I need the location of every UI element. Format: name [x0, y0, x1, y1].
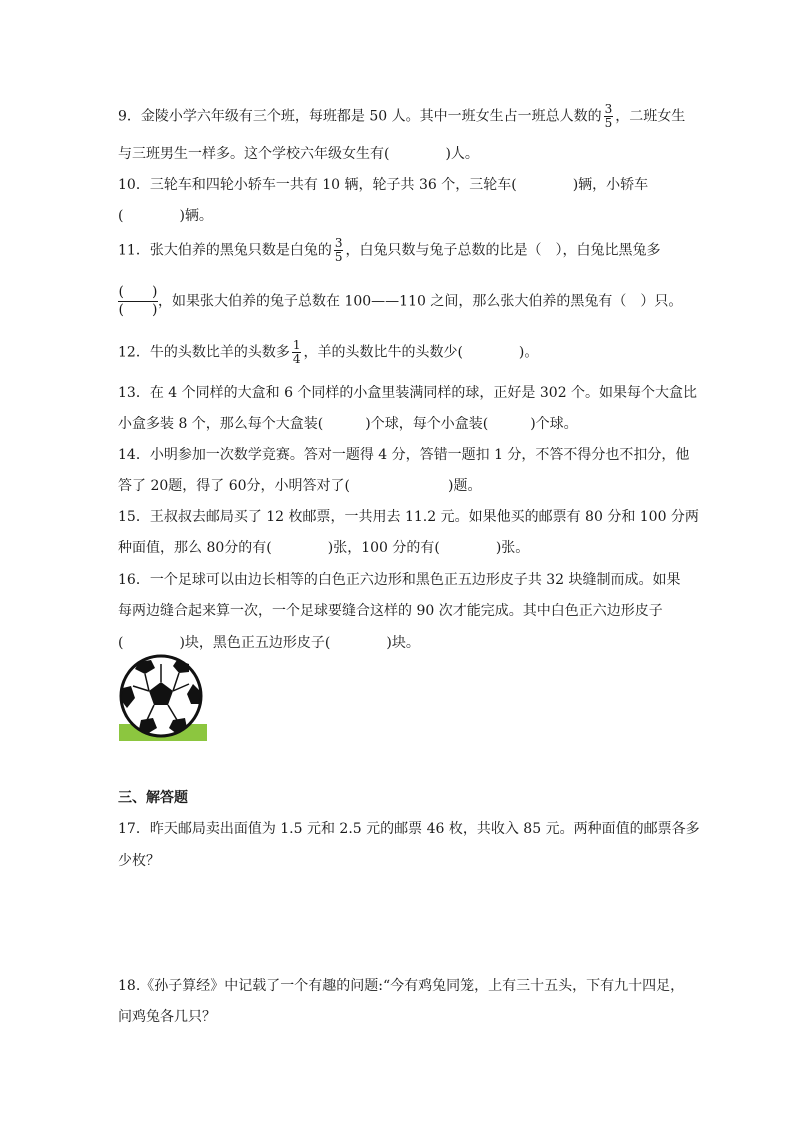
q11-blank-denominator: ( ) — [118, 302, 158, 318]
question-12-line-1 — [118, 339, 538, 366]
question-17-line-1: 17．昨天邮局卖出面值为 1.5 元和 2.5 元的邮票 46 枚，共收入 85 元。两种面值的邮票各多 — [118, 821, 700, 837]
question-16-line-3: ( )块，黑色正五边形皮子( )块。 — [118, 635, 420, 651]
question-18-line-1: 18.《孙子算经》中记载了一个有趣的问题:“今有鸡兔同笼，上有三十五头，下有九十四足， — [118, 978, 685, 994]
question-14-line-2: 答了 20题，得了 60分，小明答对了( )题。 — [118, 478, 482, 494]
q11-fraction — [334, 237, 344, 264]
q12-fraction-numerator: 1 — [292, 338, 301, 352]
q11-blank-fraction — [118, 284, 158, 319]
question-9-line-1 — [118, 103, 685, 130]
question-10-line-2: ( )辆。 — [118, 208, 213, 224]
q12-fraction-denominator: 4 — [292, 352, 301, 366]
question-9-line-2: 与三班男生一样多。这个学校六年级女生有( )人。 — [118, 146, 479, 162]
q9-fraction-denominator: 5 — [604, 116, 613, 130]
question-17-line-2: 少枚？ — [118, 853, 160, 869]
question-16-line-1: 16．一个足球可以由边长相等的白色正六边形和黑色正五边形皮子共 32 块缝制而成。如果 — [118, 572, 681, 588]
q9-fraction — [604, 103, 614, 130]
soccer-ball-illustration — [117, 654, 209, 742]
question-13-line-1: 13．在 4 个同样的大盒和 6 个同样的小盒里装满同样的球，正好是 302 个。如果每个大盒比 — [118, 385, 698, 401]
section-heading: 三、解答题 — [118, 790, 188, 806]
q11-text-a: 11．张大伯养的黑兔只数是白兔的 — [118, 242, 332, 259]
q9-text-b: ，二班女生 — [615, 108, 686, 125]
question-11-line-2 — [118, 284, 682, 319]
q9-text-a: 9．金陵小学六年级有三个班，每班都是 50 人。其中一班女生占一班总人数的 — [118, 108, 602, 125]
question-10-line-1: 10．三轮车和四轮小轿车一共有 10 辆，轮子共 36 个，三轮车( )辆，小轿车 — [118, 177, 649, 193]
question-15-line-2: 种面值，那么 80分的有( )张，100 分的有( )张。 — [118, 540, 530, 556]
question-18-line-2: 问鸡兔各几只？ — [118, 1009, 216, 1025]
question-13-line-2: 小盒多装 8 个，那么每个大盒装( )个球，每个小盒装( )个球。 — [118, 416, 578, 432]
q11-fraction-denominator: 5 — [334, 250, 343, 264]
question-15-line-1: 15．王叔叔去邮局买了 12 枚邮票，一共用去 11.2 元。如果他买的邮票有 80 分和 100 分两 — [118, 509, 699, 525]
question-16-line-2: 每两边缝合起来算一次，一个足球要缝合这样的 90 次才能完成。其中白色正六边形皮子 — [118, 603, 663, 619]
question-11-line-1 — [118, 237, 660, 264]
q12-text-a: 12．牛的头数比羊的头数多 — [118, 344, 290, 361]
q9-fraction-numerator: 3 — [604, 102, 613, 116]
q11-fraction-numerator: 3 — [334, 236, 343, 250]
q12-fraction — [292, 339, 302, 366]
q11-text-c: ，如果张大伯养的兔子总数在 100——110 之间，那么张大伯养的黑兔有（ ）只。 — [158, 293, 683, 310]
q11-text-b: ，白兔只数与兔子总数的比是（ ），白兔比黑兔多 — [345, 242, 661, 259]
q11-blank-numerator: ( ) — [118, 284, 158, 300]
question-14-line-1: 14．小明参加一次数学竞赛。答对一题得 4 分，答错一题扣 1 分，不答不得分也不扣分，他 — [118, 447, 690, 463]
q12-text-b: ，羊的头数比牛的头数少( )。 — [303, 344, 539, 361]
